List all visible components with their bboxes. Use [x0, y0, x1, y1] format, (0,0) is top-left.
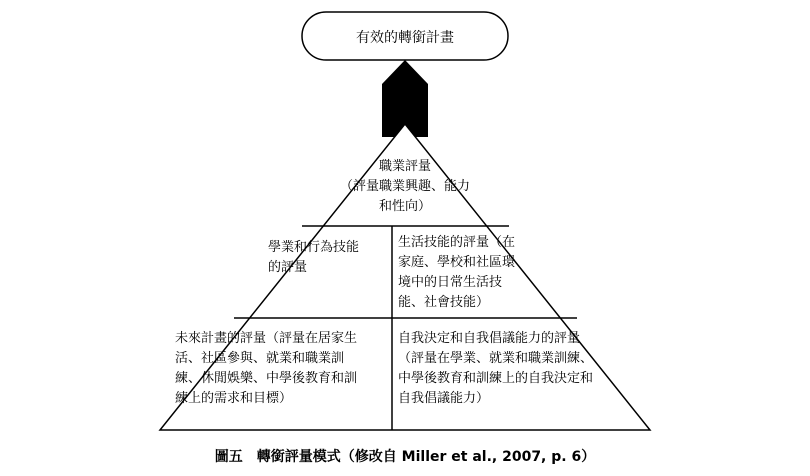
academic-behavior-assessment-label: 學業和行為技能 的評量 [268, 240, 360, 275]
self-determination-assessment-label: 自我決定和自我倡議能力的評量 （評量在學業、就業和職業訓練、 中學後教育和訓練上的自我決定和 自我倡議能力） [398, 331, 594, 406]
goal-label: 有效的轉銜計畫 [356, 30, 454, 46]
vocational-assessment-label: 職業評量 （評量職業興趣、能力 和性向） [339, 159, 470, 214]
future-planning-assessment-label: 未來計畫的評量（評量在居家生 活、社區參與、就業和職業訓 練、休閒娛樂、中學後教育和訓 練上的需求和目標） [175, 331, 358, 406]
life-skills-assessment-label: 生活技能的評量（在 家庭、學校和社區環 境中的日常生活技 能、社會技能） [398, 235, 516, 310]
figure-caption: 圖五 轉銜評量模式（修改自 Miller et al., 2007, p. 6） [214, 449, 596, 465]
